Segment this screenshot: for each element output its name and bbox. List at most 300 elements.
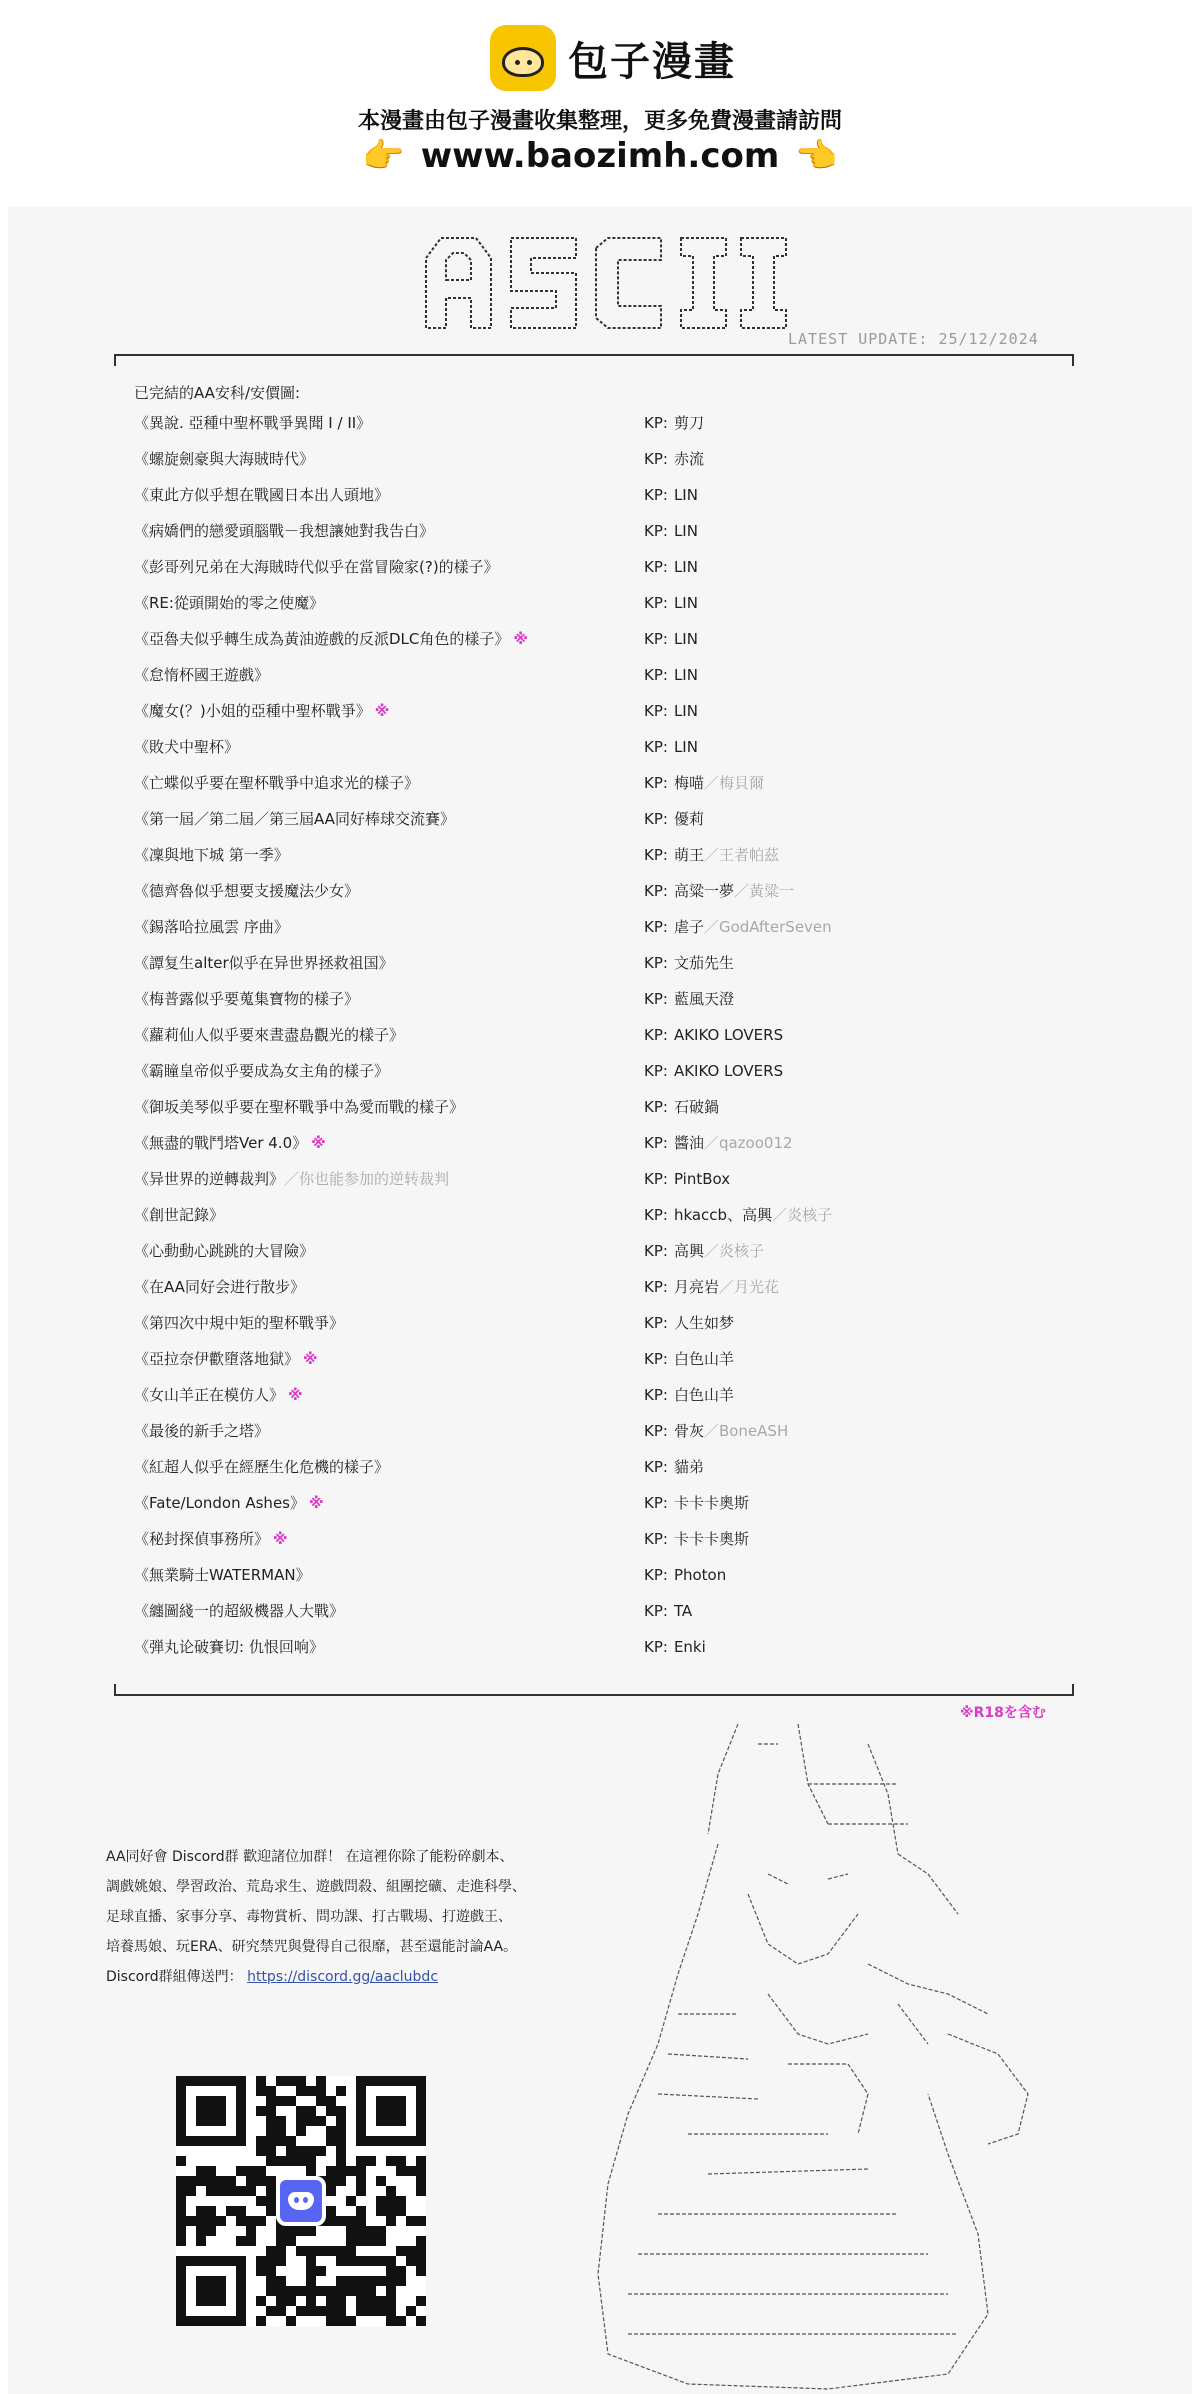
kp-prefix: KP:: [644, 1206, 668, 1224]
qr-module: [236, 2216, 246, 2226]
story-title-text: 《RE:從頭開始的零之使魔》: [134, 594, 324, 612]
qr-module: [356, 2206, 366, 2216]
kp-prefix: KP:: [644, 1242, 668, 1260]
qr-module: [396, 2196, 406, 2206]
list-item: [134, 844, 1034, 880]
qr-module: [326, 2316, 336, 2326]
qr-module: [246, 2176, 256, 2186]
discord-invite-link[interactable]: https://discord.gg/aaclubdc: [247, 1969, 439, 1985]
qr-module: [286, 2146, 296, 2156]
qr-module: [376, 2206, 386, 2216]
kp-prefix: KP:: [644, 954, 668, 972]
kp-prefix: KP:: [644, 1170, 668, 1188]
qr-module: [286, 2136, 296, 2146]
kp-prefix: KP:: [644, 1314, 668, 1332]
qr-module: [296, 2076, 306, 2086]
r18-mark: ※: [303, 1350, 318, 1368]
story-title-text: 《魔女(？)小姐的亞種中聖杯戰爭》: [134, 702, 371, 720]
qr-module: [356, 2286, 366, 2296]
story-title-text: 《紅超人似乎在經歷生化危機的樣子》: [134, 1458, 390, 1476]
story-kp: [644, 556, 698, 578]
qr-module: [336, 2306, 346, 2316]
kp-prefix: KP:: [644, 1350, 668, 1368]
list-item: [134, 916, 1034, 952]
qr-module: [336, 2276, 346, 2286]
list-item: [134, 772, 1034, 808]
qr-module: [376, 2306, 386, 2316]
qr-module: [266, 2176, 276, 2186]
qr-module: [306, 2256, 316, 2266]
story-title-text: 《御坂美琴似乎要在聖杯戰爭中為愛而戰的樣子》: [134, 1098, 465, 1116]
qr-module: [416, 2296, 426, 2306]
qr-module: [386, 2306, 396, 2316]
qr-finder-module: [376, 2096, 406, 2126]
kp-alt-name: ／月光花: [718, 1278, 779, 1296]
list-item: [134, 1348, 1034, 1384]
list-item: [134, 736, 1034, 772]
story-title: [134, 880, 359, 902]
story-title-text: 《無業騎士WATERMAN》: [134, 1566, 311, 1584]
qr-module: [216, 2216, 226, 2226]
qr-module: [296, 2126, 306, 2136]
qr-module: [176, 2226, 186, 2236]
site-header: [0, 0, 1200, 200]
qr-module: [326, 2186, 336, 2196]
kp-name: LIN: [673, 738, 698, 756]
kp-prefix: KP:: [644, 450, 668, 468]
qr-module: [206, 2176, 216, 2186]
story-kp: [644, 520, 698, 542]
story-kp: [644, 1528, 749, 1550]
kp-prefix: KP:: [644, 414, 668, 432]
kp-name: AKIKO LOVERS: [673, 1062, 784, 1080]
qr-module: [306, 2246, 316, 2256]
qr-module: [276, 2286, 286, 2296]
kp-alt-name: ／炎核子: [772, 1206, 833, 1224]
story-title: [134, 772, 419, 794]
qr-module: [336, 2146, 346, 2156]
list-item: [134, 880, 1034, 916]
qr-module: [376, 2256, 386, 2266]
story-kp: [644, 1420, 788, 1442]
qr-module: [326, 2136, 336, 2146]
qr-module: [386, 2276, 396, 2286]
kp-prefix: KP:: [644, 738, 668, 756]
qr-module: [336, 2106, 346, 2116]
kp-prefix: KP:: [644, 1278, 668, 1296]
list-item: [134, 520, 1034, 556]
list-item: [134, 412, 1034, 448]
kp-prefix: KP:: [644, 558, 668, 576]
list-item: [134, 1600, 1034, 1636]
qr-module: [306, 2156, 316, 2166]
qr-module: [226, 2176, 236, 2186]
qr-module: [186, 2176, 196, 2186]
kp-alt-name: ／梅貝爾: [703, 774, 764, 792]
story-kp: [644, 1636, 706, 1658]
list-item: [134, 1276, 1034, 1312]
qr-module: [276, 2246, 286, 2256]
kp-name: 石破鍋: [673, 1098, 719, 1116]
story-title: [134, 1492, 324, 1514]
story-title-text: 《異說. 亞種中聖杯戰爭異聞 I / II》: [134, 414, 372, 432]
kp-alt-name: ／BoneASH: [703, 1422, 789, 1440]
qr-module: [306, 2166, 316, 2176]
qr-module: [416, 2246, 426, 2256]
qr-module: [176, 2236, 186, 2246]
qr-module: [406, 2256, 416, 2266]
qr-module: [256, 2296, 266, 2306]
r18-mark: ※: [513, 630, 528, 648]
tagline: 本漫畫由包子漫畫收集整理，更多免費漫畫請訪問: [357, 109, 842, 134]
story-title: [134, 1528, 288, 1550]
latest-update-label: LATEST UPDATE: 25/12/2024: [788, 330, 1039, 348]
qr-module: [346, 2286, 356, 2296]
story-title: [134, 844, 289, 866]
list-item: [134, 1564, 1034, 1600]
kp-prefix: KP:: [644, 1098, 668, 1116]
story-kp: [644, 988, 734, 1010]
pointing-hand-icon: 👉: [362, 136, 405, 176]
story-title: [134, 484, 389, 506]
qr-module: [326, 2126, 336, 2136]
qr-module: [276, 2116, 286, 2126]
story-kp: [644, 952, 734, 974]
kp-name: 高粱一夢: [673, 882, 734, 900]
qr-module: [266, 2266, 276, 2276]
story-title-text: 《女山羊正在模仿人》: [134, 1386, 285, 1404]
qr-module: [416, 2156, 426, 2166]
story-title-text: 《凜與地下城 第一季》: [134, 846, 289, 864]
story-title-text: 《錫落哈拉風雲 序曲》: [134, 918, 289, 936]
qr-module: [336, 2216, 346, 2226]
qr-module: [386, 2316, 396, 2326]
kp-name: LIN: [673, 558, 698, 576]
qr-module: [286, 2296, 296, 2306]
story-kp: [644, 1600, 692, 1622]
kp-name: 卡卡卡奧斯: [673, 1530, 749, 1548]
qr-module: [246, 2216, 256, 2226]
qr-module: [256, 2316, 266, 2326]
qr-module: [336, 2166, 346, 2176]
kp-prefix: KP:: [644, 1386, 668, 1404]
qr-module: [266, 2156, 276, 2166]
story-title-alt: ／你也能参加的逆转裁判: [284, 1170, 450, 1188]
qr-module: [366, 2236, 376, 2246]
list-item: [134, 484, 1034, 520]
story-kp: [644, 1096, 719, 1118]
kp-name: LIN: [673, 486, 698, 504]
qr-module: [176, 2216, 186, 2226]
site-logo[interactable]: [490, 22, 736, 94]
qr-module: [266, 2286, 276, 2296]
kp-prefix: KP:: [644, 1458, 668, 1476]
qr-module: [216, 2186, 226, 2196]
list-item: [134, 556, 1034, 592]
story-title: [134, 916, 289, 938]
qr-module: [346, 2166, 356, 2176]
list-item: [134, 1168, 1034, 1204]
qr-module: [386, 2216, 396, 2226]
story-title: [134, 448, 314, 470]
qr-module: [256, 2176, 266, 2186]
kp-name: 文茄先生: [673, 954, 734, 972]
qr-module: [356, 2166, 366, 2176]
qr-module: [296, 2226, 306, 2236]
qr-module: [346, 2236, 356, 2246]
qr-module: [296, 2306, 306, 2316]
story-title: [134, 988, 359, 1010]
qr-module: [356, 2176, 366, 2186]
list-item: [134, 448, 1034, 484]
site-url-row: [0, 136, 1200, 176]
qr-module: [196, 2226, 206, 2236]
qr-module: [256, 2256, 266, 2266]
story-kp: [644, 808, 704, 830]
qr-module: [346, 2216, 356, 2226]
qr-module: [296, 2116, 306, 2126]
qr-module: [296, 2086, 306, 2096]
qr-module: [326, 2106, 336, 2116]
qr-module: [216, 2176, 226, 2186]
story-title-text: 《病嬌們的戀愛頭腦戰－我想讓她對我告白》: [134, 522, 435, 540]
qr-finder-module: [196, 2276, 226, 2306]
kp-name: PintBox: [673, 1170, 731, 1188]
story-kp: [644, 1384, 734, 1406]
story-title-text: 《譚复生alter似乎在异世界拯救祖国》: [134, 954, 394, 972]
story-title: [134, 1384, 303, 1406]
qr-module: [306, 2286, 316, 2296]
story-title: [134, 1348, 318, 1370]
story-title-text: 《秘封探偵事務所》: [134, 1530, 270, 1548]
story-title: [134, 1420, 269, 1442]
story-kp: [644, 448, 704, 470]
qr-module: [266, 2306, 276, 2316]
qr-module: [386, 2186, 396, 2196]
r18-mark: ※: [273, 1530, 288, 1548]
qr-module: [286, 2226, 296, 2236]
kp-name: 醬油: [673, 1134, 704, 1152]
qr-module: [316, 2076, 326, 2086]
kp-prefix: KP:: [644, 846, 668, 864]
kp-prefix: KP:: [644, 774, 668, 792]
qr-module: [286, 2096, 296, 2106]
qr-module: [356, 2156, 366, 2166]
list-item: [134, 808, 1034, 844]
kp-prefix: KP:: [644, 486, 668, 504]
qr-module: [246, 2186, 256, 2196]
bun-logo-icon: [490, 25, 556, 91]
kp-prefix: KP:: [644, 1494, 668, 1512]
kp-prefix: KP:: [644, 702, 668, 720]
story-kp: [644, 1492, 749, 1514]
story-title: [134, 592, 324, 614]
story-kp: [644, 736, 698, 758]
story-title: [134, 556, 499, 578]
qr-module: [186, 2216, 196, 2226]
qr-module: [356, 2236, 366, 2246]
qr-module: [326, 2246, 336, 2256]
qr-module: [316, 2246, 326, 2256]
list-item: [134, 1060, 1034, 1096]
story-list: [134, 412, 1034, 1672]
qr-module: [206, 2216, 216, 2226]
kp-prefix: KP:: [644, 666, 668, 684]
story-title: [134, 1024, 404, 1046]
qr-module: [376, 2296, 386, 2306]
story-title-text: 《亞魯夫似乎轉生成為黃油遊戲的反派DLC角色的樣子》: [134, 630, 510, 648]
story-title-text: 《敗犬中聖杯》: [134, 738, 240, 756]
kp-prefix: KP:: [644, 1134, 668, 1152]
list-item: [134, 1312, 1034, 1348]
qr-module: [276, 2126, 286, 2136]
r18-note: ※R18を含む: [960, 1705, 1046, 1721]
qr-module: [416, 2216, 426, 2226]
list-item: [134, 952, 1034, 988]
qr-module: [306, 2116, 316, 2126]
qr-module: [206, 2166, 216, 2176]
list-item: [134, 628, 1034, 664]
qr-module: [376, 2226, 386, 2236]
logo-text: 包子漫畫: [568, 38, 736, 85]
story-kp: [644, 916, 832, 938]
kp-name: 月亮岩: [673, 1278, 719, 1296]
kp-alt-name: ／黃粱一: [733, 882, 794, 900]
qr-module: [266, 2246, 276, 2256]
story-kp: [644, 1168, 730, 1190]
qr-module: [366, 2276, 376, 2286]
qr-module: [346, 2226, 356, 2236]
qr-module: [336, 2286, 346, 2296]
qr-finder-module: [196, 2096, 226, 2126]
story-kp: [644, 880, 794, 902]
qr-module: [196, 2206, 206, 2216]
list-item: [134, 1492, 1034, 1528]
qr-module: [346, 2246, 356, 2256]
story-title-text: 《東此方似乎想在戰國日本出人頭地》: [134, 486, 390, 504]
qr-module: [336, 2126, 346, 2136]
qr-module: [296, 2146, 306, 2156]
qr-module: [176, 2176, 186, 2186]
qr-module: [236, 2236, 246, 2246]
qr-module: [416, 2316, 426, 2326]
qr-module: [316, 2306, 326, 2316]
kp-prefix: KP:: [644, 918, 668, 936]
qr-module: [266, 2106, 276, 2116]
qr-module: [356, 2306, 366, 2316]
qr-module: [286, 2236, 296, 2246]
qr-module: [196, 2176, 206, 2186]
qr-module: [316, 2266, 326, 2276]
story-kp: [644, 700, 698, 722]
qr-module: [286, 2316, 296, 2326]
qr-module: [416, 2176, 426, 2186]
story-title-text: 《纏圖綫一的超級機器人大戰》: [134, 1602, 345, 1620]
qr-module: [336, 2256, 346, 2266]
discord-link-label: Discord群組傳送門：: [106, 1969, 243, 1985]
kp-prefix: KP:: [644, 1638, 668, 1656]
qr-module: [266, 2126, 276, 2136]
qr-module: [356, 2276, 366, 2286]
qr-module: [366, 2226, 376, 2236]
qr-module: [176, 2196, 186, 2206]
story-kp: [644, 844, 779, 866]
qr-module: [206, 2226, 216, 2236]
qr-module: [396, 2246, 406, 2256]
qr-module: [276, 2296, 286, 2306]
kp-name: TA: [673, 1602, 693, 1620]
kp-prefix: KP:: [644, 594, 668, 612]
list-item: [134, 1456, 1034, 1492]
qr-module: [386, 2196, 396, 2206]
story-title-text: 《Fate/London Ashes》: [134, 1494, 305, 1512]
qr-module: [366, 2256, 376, 2266]
qr-module: [416, 2236, 426, 2246]
list-frame-bottom: [114, 1684, 1074, 1696]
kp-name: 卡卡卡奧斯: [673, 1494, 749, 1512]
story-kp: [644, 1240, 764, 1262]
kp-name: 藍風天澄: [673, 990, 734, 1008]
qr-module: [396, 2156, 406, 2166]
qr-module: [246, 2226, 256, 2236]
story-title: [134, 628, 528, 650]
discord-text-line: 培養馬娘、玩ERA、研究禁咒與覺得自己很靡，甚至還能討論AA。: [106, 1939, 518, 1955]
content-sheet: [8, 206, 1192, 2394]
story-title-text: 《梅普露似乎要蒐集寶物的樣子》: [134, 990, 360, 1008]
discord-invite-text: [106, 1842, 626, 1992]
story-kp: [644, 628, 698, 650]
qr-module: [416, 2166, 426, 2176]
kp-name: 白色山羊: [673, 1350, 734, 1368]
kp-prefix: KP:: [644, 810, 668, 828]
qr-module: [306, 2106, 316, 2116]
site-url[interactable]: www.baozimh.com: [420, 136, 780, 176]
story-title: [134, 664, 269, 686]
list-item: [134, 592, 1034, 628]
qr-module: [326, 2096, 336, 2106]
qr-module: [286, 2286, 296, 2296]
kp-alt-name: ／GodAfterSeven: [703, 918, 832, 936]
list-item: [134, 700, 1034, 736]
r18-mark: ※: [374, 702, 390, 720]
qr-module: [386, 2156, 396, 2166]
list-item: [134, 988, 1034, 1024]
qr-module: [256, 2146, 266, 2156]
story-title: [134, 1456, 389, 1478]
story-title-text: 《德齊魯似乎想要支援魔法少女》: [134, 882, 360, 900]
story-title: [134, 1060, 389, 1082]
qr-module: [326, 2306, 336, 2316]
qr-module: [246, 2166, 256, 2176]
qr-module: [306, 2306, 316, 2316]
qr-module: [306, 2296, 316, 2306]
story-title-text: 《弾丸论破賽切: 仇恨回响》: [134, 1638, 324, 1656]
list-item: [134, 1240, 1034, 1276]
kp-name: 剪刀: [673, 414, 704, 432]
qr-module: [256, 2196, 266, 2206]
qr-module: [256, 2086, 266, 2096]
r18-mark: ※: [308, 1494, 324, 1512]
qr-module: [256, 2106, 266, 2116]
qr-module: [276, 2256, 286, 2266]
qr-module: [256, 2076, 266, 2086]
qr-module: [396, 2266, 406, 2276]
list-item: [134, 1636, 1034, 1672]
story-kp: [644, 1204, 832, 1226]
qr-module: [246, 2236, 256, 2246]
story-title-text: 《最後的新手之塔》: [134, 1422, 270, 1440]
qr-module: [336, 2246, 346, 2256]
